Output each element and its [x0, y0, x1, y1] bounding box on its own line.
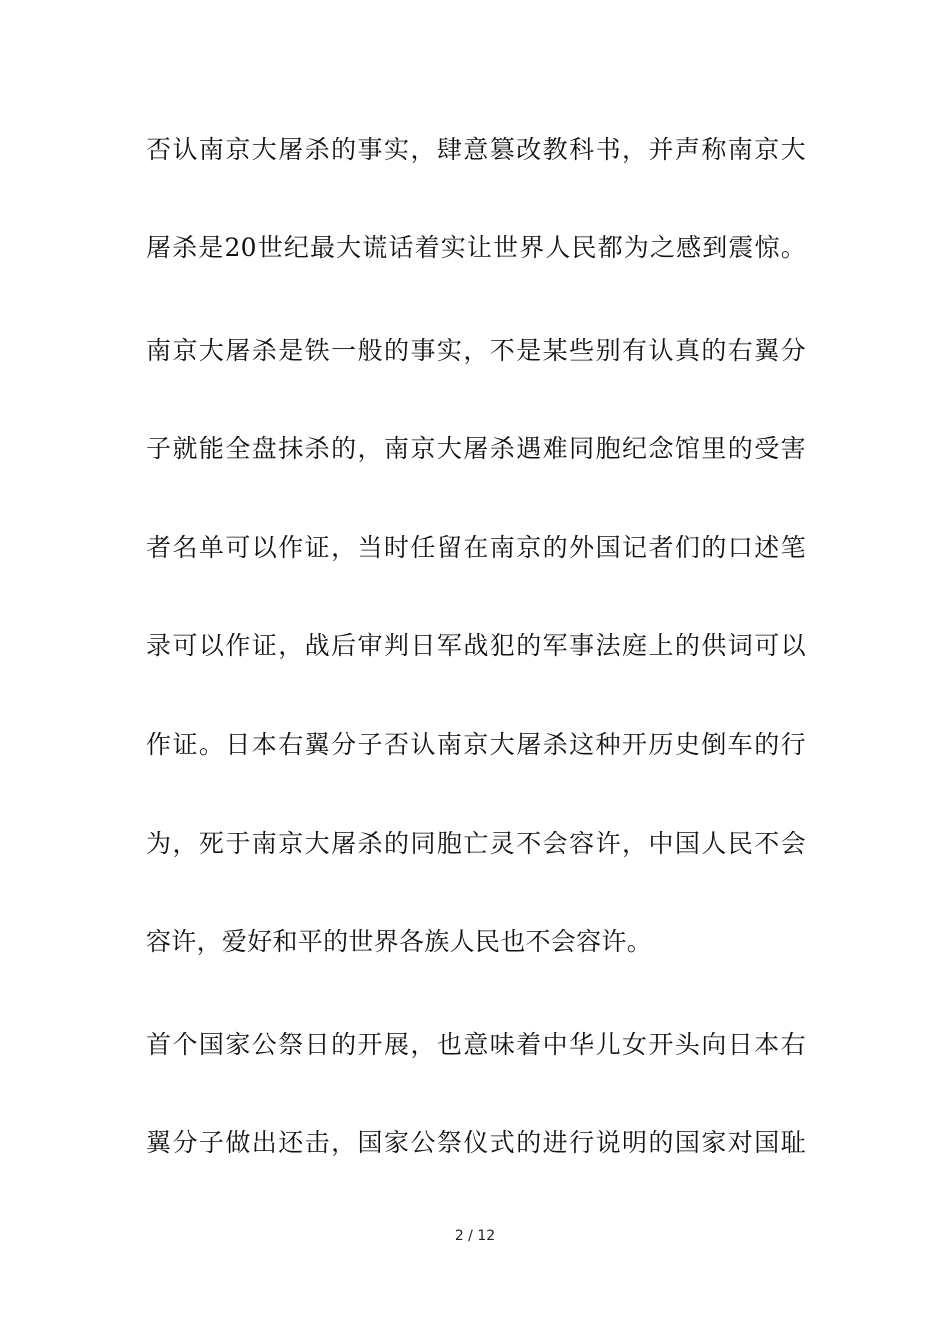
text-line: 屠杀是20世纪最大谎话着实让世界人民都为之感到震惊。 [146, 233, 806, 262]
text-line: 为，死于南京大屠杀的同胞亡灵不会容许，中国人民不会 [146, 829, 806, 858]
text-line: 翼分子做出还击，国家公祭仪式的进行说明的国家对国耻 [146, 1128, 806, 1157]
text-line: 否认南京大屠杀的事实，肆意篡改教科书，并声称南京大 [146, 135, 806, 164]
text-line: 容许，爱好和平的世界各族人民也不会容许。 [146, 927, 653, 956]
text-line: 者名单可以作证，当时任留在南京的外国记者们的口述笔 [146, 533, 806, 562]
text-line: 南京大屠杀是铁一般的事实，不是某些别有认真的右翼分 [146, 336, 806, 365]
text-line: 子就能全盘抹杀的，南京大屠杀遇难同胞纪念馆里的受害 [146, 434, 806, 463]
text-line: 录可以作证，战后审判日军战犯的军事法庭上的供词可以 [146, 631, 806, 660]
text-line: 作证。日本右翼分子否认南京大屠杀这种开历史倒车的行 [146, 730, 806, 759]
text-line: 首个国家公祭日的开展，也意味着中华儿女开头向日本右 [146, 1030, 806, 1059]
page-number: 2 / 12 [454, 1228, 496, 1244]
